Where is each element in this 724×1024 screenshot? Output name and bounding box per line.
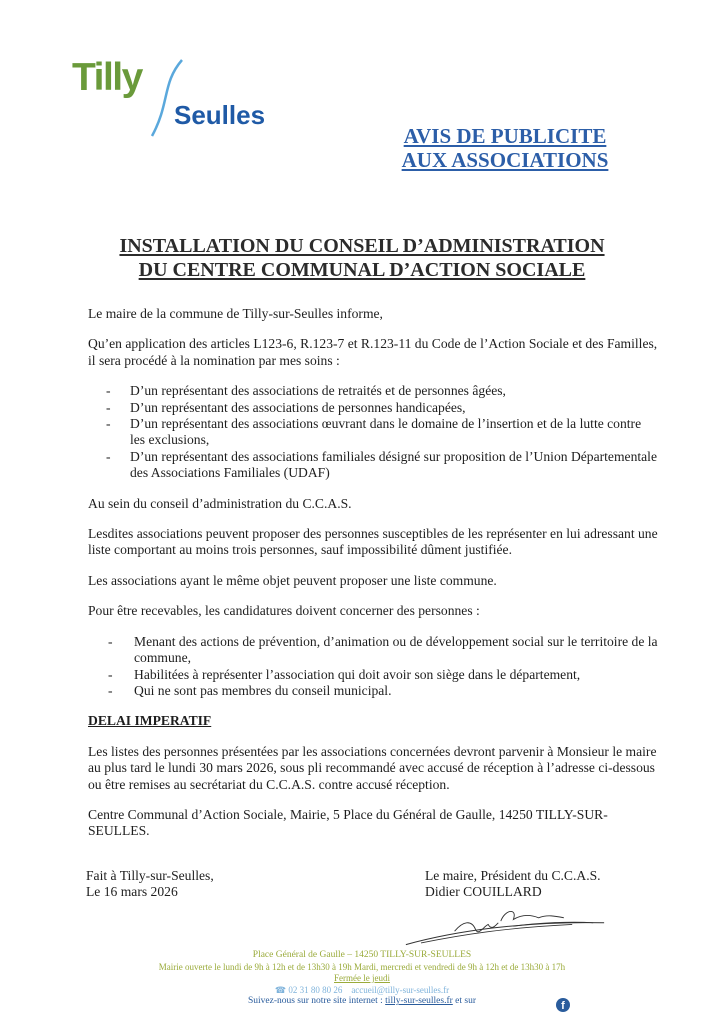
follow-prefix: Suivez-nous sur notre site internet : [247, 996, 383, 1006]
list-item: - D’un représentant des associations familiales désigné sur proposition de l’Union Départementale des Associations Familiales (UDAF) [106, 448, 657, 481]
list-item: - Menant des actions de prévention, d’animation ou de développement social sur le territoire de la commune, [108, 633, 658, 666]
phone-icon: ☎ [274, 984, 287, 995]
footer-address: Place Général de Gaulle – 14250 TILLY-SUR-SEULLES [252, 950, 472, 960]
lists-paragraph: Lesdites associations peuvent proposer des personnes susceptibles de les représenter en lui adressant une liste comportant au moins trois personnes, sauf impossibilité dûment justifiée. [88, 526, 658, 558]
list-item: - Qui ne sont pas membres du conseil municipal. [108, 682, 392, 698]
footer-closed-day: Fermée le jeudi [334, 973, 390, 983]
footer-hours: Mairie ouverte le lundi de 9h à 12h et de 13h30 à 19h Mardi, mercredi et vendredi de 9h à 12h et de 13h30 à 17h [158, 961, 566, 972]
logo-text-tilly: Tilly [72, 56, 142, 99]
list-item: - D’un représentant des associations de personnes handicapées, [106, 399, 466, 415]
follow-suffix: et sur [455, 996, 477, 1006]
within-paragraph: Au sein du conseil d’administration du C.C.A.S. [88, 495, 352, 511]
notice-line-2: AUX ASSOCIATIONS [401, 148, 609, 172]
logo-text-seulles: Seulles [174, 100, 266, 130]
signoff-role: Le maire, Président du C.C.A.S. [425, 868, 601, 883]
footer-contact [80, 985, 644, 997]
intro-paragraph: Le maire de la commune de Tilly-sur-Seulles informe, [88, 306, 383, 321]
list-item: - D’un représentant des associations de retraités et de personnes âgées, [106, 383, 506, 399]
criteria-intro: Pour être recevables, les candidatures doivent concerner des personnes : [88, 603, 480, 619]
representatives-list [88, 383, 658, 481]
document-body [88, 306, 658, 840]
signoff-block [86, 868, 646, 908]
signoff-name: Didier COUILLARD [425, 884, 542, 900]
handwritten-signature [385, 906, 625, 948]
document-title [60, 234, 664, 282]
facebook-icon[interactable]: f [556, 998, 570, 1012]
footer-email[interactable]: accueil@tilly-sur-seulles.fr [351, 984, 450, 995]
common-list-paragraph: Les associations ayant le même objet peuvent proposer une liste commune. [88, 572, 497, 588]
tilly-seulles-logo [72, 56, 272, 136]
address-paragraph: Centre Communal d’Action Sociale, Mairie, 5 Place du Général de Gaulle, 14250 TILLY-SUR-SEULLES. [88, 806, 608, 839]
deadline-paragraph: Les listes des personnes présentées par les associations concernées devront parvenir à Monsieur le maire au plus tard le lundi 30 mars 2026, sous pli recommandé avec accusé de réception à l’adresse ci-dessous ou être remises au secrétariat du C.C.A.S. contre accusé réception. [88, 743, 657, 792]
notice-heading [360, 124, 650, 172]
list-item: - D’un représentant des associations œuvrant dans le domaine de l’insertion et de la lutte contre les exclusions, [106, 416, 642, 448]
signoff-place-date [86, 868, 214, 901]
signoff-signatory [425, 868, 601, 901]
notice-line-1: AVIS DE PUBLICITE [403, 124, 607, 148]
list-item: - Habilitées à représenter l’association qui doit avoir son siège dans le département, [108, 666, 581, 682]
title-line-1: INSTALLATION DU CONSEIL D’ADMINISTRATION [119, 235, 605, 257]
signoff-date: Le 16 mars 2026 [86, 884, 178, 900]
deadline-heading: DELAI IMPERATIF [88, 713, 212, 729]
application-paragraph: Qu’en application des articles L123-6, R.123-7 et R.123-11 du Code de l’Action Sociale et des Familles, il sera procédé à la nomination par mes soins : [88, 336, 658, 368]
title-line-2: DU CENTRE COMMUNAL D’ACTION SOCIALE [138, 259, 586, 281]
criteria-list [88, 634, 658, 700]
website-link[interactable]: tilly-sur-seulles.fr [385, 996, 453, 1006]
footer-phone: 02 31 80 80 26 [288, 984, 343, 995]
signoff-place: Fait à Tilly-sur-Seulles, [86, 868, 214, 883]
